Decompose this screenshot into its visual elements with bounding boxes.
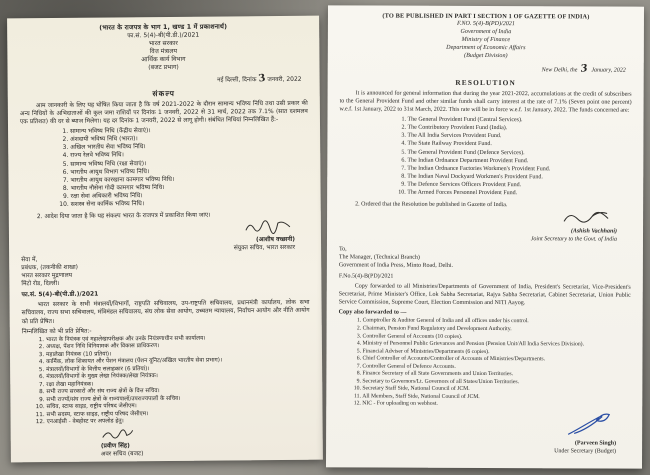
funds-list-hindi (70, 126, 309, 210)
copy-forwarded-para-english: Copy forwarded to all Ministries/Departments of Government of India, President's Secretariat, Vice-President's Secretariat, Prime Minister's Office, Lok Sabha Secretariat, Rajya Sabha Secretariat, Cabinet Secretariat, Union Public Service Commission, Supreme Court, Election Commission and NITI Aayog. (338, 283, 631, 307)
copy-item: 11. सभी सदस्य, स्टाफ साइड, राष्ट्रीय परिषद जेसीएम। (47, 409, 311, 419)
to-label: To, (338, 246, 347, 253)
copy-item: 6. Chief Controller of Accounts/Controller of Accounts of Ministries/Departments. (362, 356, 630, 365)
signature-ashish-vachhani-icon (243, 219, 295, 236)
file-number-2-hindi: फा.सं. 5(4)-बी(पी.डी.)/2021 (21, 290, 99, 299)
addressee-block-hindi (21, 254, 309, 289)
copy-item: 8. Finance Secretary of all State Governments and Union Territories. (362, 371, 630, 380)
publish-line-english: (TO BE PUBLISHED IN PART I SECTION 1 OF GAZETTE OF INDIA) (382, 12, 590, 21)
fund-item: 3. अखिल भारतीय सेवा भविष्य निधि। (70, 142, 308, 152)
copy-item: 1. Comptroller & Auditor General of India and all offices under his control. (363, 318, 631, 327)
fund-item: 2. The Contributory Provident Fund (India). (407, 124, 631, 133)
signatory-block-under-secretary-english (338, 410, 616, 456)
fund-item: 4. राज्य रेलवे भविष्य निधि। (70, 150, 308, 160)
signatory-block-joint-secretary-english (339, 209, 617, 244)
signatory-name: (Ashish Vachhani) (570, 228, 618, 235)
to-line: Government of India Press, Minto Road, Delhi. (338, 262, 454, 270)
signature-ashish-vachhani-icon (561, 210, 617, 229)
fund-item: 2. अंशदायी भविष्य निधि (भारत)। (70, 134, 308, 144)
fund-item: 3. The All India Services Provident Fund. (407, 132, 631, 141)
copy-item: 1. भारत के नियंत्रक एवं महालेखापरीक्षक और उनके नियंत्रणाधीन सभी कार्यालय। (46, 334, 310, 344)
signatory-name: (Parveen Singh) (574, 440, 617, 447)
copy-item: 10. Secretary Staff Side, National Council of JCM. (362, 386, 630, 395)
org-line: Ministry of Finance (461, 37, 511, 44)
copy-item: 7. Controller General of Defence Accounts. (362, 363, 630, 372)
copy-item: 2. अध्यक्ष, पेंशन निधि विनियामक और विकास प्राधिकरण। (46, 342, 310, 352)
file-number-english: F.NO. 5(4)-B(PD)/2021 (456, 21, 515, 28)
to-line: प्रबंधक, (तकनीकी शाखा) (21, 263, 78, 272)
copy-also-label-english: Copy also forwarded to — (338, 309, 407, 317)
to-line: भारत सरकार मुद्रणालय (21, 272, 73, 280)
fund-item: 9. The Defence Services Officers Provident Fund. (407, 181, 631, 190)
fund-item: 4. The State Railway Provident Fund. (407, 140, 631, 149)
signature-parveen-singh-hindi-icon (101, 428, 135, 443)
fund-item: 8. भारतीय नौसेना गोदी कामगार भविष्य निधि। (71, 183, 309, 193)
fund-item: 10. सशस्त्र सेना कार्मिक भविष्य निधि। (71, 199, 309, 209)
copy-item: 4. Ministry of Personnel Public Grievances and Pension (Pension Unit/All India Services Division). (363, 340, 631, 349)
copy-forwarded-para-hindi: भारत सरकार के सभी मंत्रालयों/विभागों, राष्ट्रपति सचिवालय, उप-राष्ट्रपति सचिवालय, प्रधानमंत्री कार्यालय, लोक सभा सचिवालय, राज्य सभा सचिवालय, मंत्रिमंडल सचिवालय, संघ लोक सेवा आयोग, उच्चतम न्यायालय, निर्वाचन आयोग और नीति आयोग को प्रति प्रेषित। (21, 299, 310, 325)
copy-item: 7. रक्षा लेखा महानियंत्रक। (46, 379, 310, 389)
signatory-block-joint-secretary-hindi (21, 219, 295, 253)
copy-item: 9. Secretary to Governors/Lt. Governors of all States/Union Territories. (362, 378, 630, 387)
addressee-block-english (339, 245, 631, 271)
org-line: Government of India (460, 29, 512, 36)
copy-item: 8. सभी राज्य सरकारों और संघ राज्य क्षेत्रों के वित्त सचिव। (46, 387, 310, 397)
copy-item: 5. Financial Adviser of Ministries/Departments (6 copies). (362, 348, 630, 357)
gazette-page-hindi (7, 16, 323, 463)
copy-item: 3. महालेखा नियंत्रक (10 प्रतियां)। (46, 349, 310, 359)
signatory-title: अवर सचिव (बजट) (100, 449, 144, 458)
publish-line-hindi: (भारत के राजपत्र के भाग 1, खण्ड 1 में प्रकाशनार्थ) (99, 23, 228, 32)
copy-item: 10. सचिव, स्टाफ साइड, राष्ट्रीय परिषद जेसीएम। (46, 402, 310, 412)
resolution-title-hindi: संकल्प (152, 88, 176, 99)
file-number-2-english: F.No.5(4)-B(PD)/2021 (338, 273, 394, 280)
signatory-title: Under Secretary (Budget) (554, 447, 617, 455)
copy-item: 4. कार्मिक, लोक शिकायत और पेंशन मंत्रालय (पेंशन यूनिट/अखिल भारतीय सेवा प्रभाग)। (46, 357, 310, 367)
copy-item: 12. NIC - For uploading on webhost. (362, 401, 630, 410)
copy-list-english (362, 318, 630, 409)
org-line: आर्थिक कार्य विभाग (141, 56, 186, 64)
place-date-line: नई दिल्ली, दिनांक3जनवरी, 2022 (217, 72, 302, 85)
copy-item: 2. Chairman, Pension Fund Regulatory and Development Authority. (363, 325, 631, 334)
fund-item: 7. भारतीय आयुध कारखाना कामगार भविष्य निधि। (70, 175, 308, 185)
signatory-title: संयुक्त सचिव, भारत सरकार (233, 243, 296, 251)
fund-item: 6. The Indian Ordnance Department Provident Fund. (407, 156, 631, 165)
org-line: वित्त मंत्रालय (149, 48, 178, 56)
gazette-page-english (326, 5, 644, 468)
org-line: भारत सरकार (148, 40, 178, 48)
fund-item: 9. रक्षा सेवा अधिकारी भविष्य निधि। (71, 191, 309, 201)
fund-item: 5. The General Provident Fund (Defence Services). (407, 148, 631, 157)
signatory-name: (आशीष वच्छानी) (255, 235, 296, 244)
handwritten-date-day: 3 (580, 63, 589, 75)
fund-item: 6. भारतीय आयुध विभाग भविष्य निधि। (70, 166, 308, 176)
to-line: मिंटो रोड, दिल्ली। (21, 280, 60, 288)
order-line-hindi: 2. आदेश दिया जाता है कि यह संकल्प भारत के राजपत्र में प्रकाशित किया जाए। (36, 211, 211, 220)
fund-item: 8. The Indian Naval Dockyard Workmen's Provident Fund. (407, 173, 631, 182)
fund-item: 1. सामान्य भविष्य निधि (केंद्रीय सेवाएं)। (70, 126, 308, 136)
copy-also-label-hindi: निम्नलिखित को भी प्रति प्रेषित:- (21, 327, 92, 335)
resolution-body-english: It is announced for general information that during the year 2021-2022, accumulations at the credit of subscribers to the General Provident Fund and other similar funds shall carry interest at the rate of 7.1% (Seven point one percent) w.e.f. 1st January, 2022 to 31st March, 2022. This rate will be in force w.e.f. 1st January, 2022. The funds concerned are: (339, 90, 632, 114)
org-line: (Budget Division) (464, 53, 508, 60)
org-line: (बजट प्रभाग) (148, 63, 179, 72)
fund-item: 10. The Armed Forces Personnel Provident Fund. (407, 189, 631, 198)
fund-item: 7. The Indian Ordnance Factories Workmen's Provident Fund. (407, 165, 631, 174)
copy-item: 6. मंत्रालयों/विभागों के मुख्य लेखा नियंत्रक/लेखा नियंत्रक। (46, 372, 310, 382)
place-date-line: New Delhi, the 3 January, 2022 (541, 63, 626, 75)
fund-item: 5. सामान्य भविष्य निधि (रक्षा सेवाएं)। (70, 158, 308, 168)
to-line: The Manager, (Technical Branch) (338, 254, 420, 261)
funds-list-english (407, 116, 631, 199)
handwritten-date-day: 3 (257, 72, 267, 85)
signatory-name: (प्रवीण सिंह) (100, 442, 130, 450)
signature-parveen-singh-icon (562, 411, 616, 441)
org-line: Department of Economic Affairs (446, 45, 526, 52)
to-label: सेवा में, (21, 256, 38, 264)
resolution-title-english: RESOLUTION (455, 77, 517, 88)
fund-item: 1. The General Provident Fund (Central Services). (407, 116, 631, 125)
copy-item: 9. सभी राज्यों/संघ राज्य क्षेत्रों के राज्यपालों/उपराज्यपालों के सचिव। (46, 394, 310, 404)
copy-item: 11. All Members, Staff Side, National Council of JCM. (362, 393, 630, 402)
resolution-body-hindi: आम जानकारी के लिए यह घोषित किया जाता है कि वर्ष 2021-2022 के दौरान सामान्य भविष्य निधि तथा उसी प्रकार की अन्य निधियों के अभिदाताओं की कुल जमा राशियों पर दिनांक 1 जनवरी, 2022 से 31 मार्च, 2022 तक 7.1% (सात दशमलव एक प्रतिशत) की दर से ब्याज मिलेगा। यह दर दिनांक 1 जनवरी, 2022 से लागू होगी। संबंधित निधियां निम्नलिखित हैं:- (19, 99, 308, 126)
file-number-hindi: फा.सं. 5(4)-बी(पी.डी.)/2021 (127, 32, 200, 40)
copy-list-hindi (46, 334, 311, 426)
copy-item: 12. एनआईसी - वेबहोस्ट पर अपलोड हेतु। (47, 417, 311, 427)
signatory-block-under-secretary-hindi (101, 426, 311, 457)
order-line-english: 2. Ordered that the Resolution be published in Gazette of India. (355, 200, 508, 208)
signatory-title: Joint Secretary to the Govt. of India (530, 235, 618, 243)
copy-item: 5. मंत्रालयों/विभागों के वित्तीय सलाहकार (6 प्रतियां)। (46, 364, 310, 374)
copy-item: 3. Controller General of Accounts (10 copies). (363, 333, 631, 342)
